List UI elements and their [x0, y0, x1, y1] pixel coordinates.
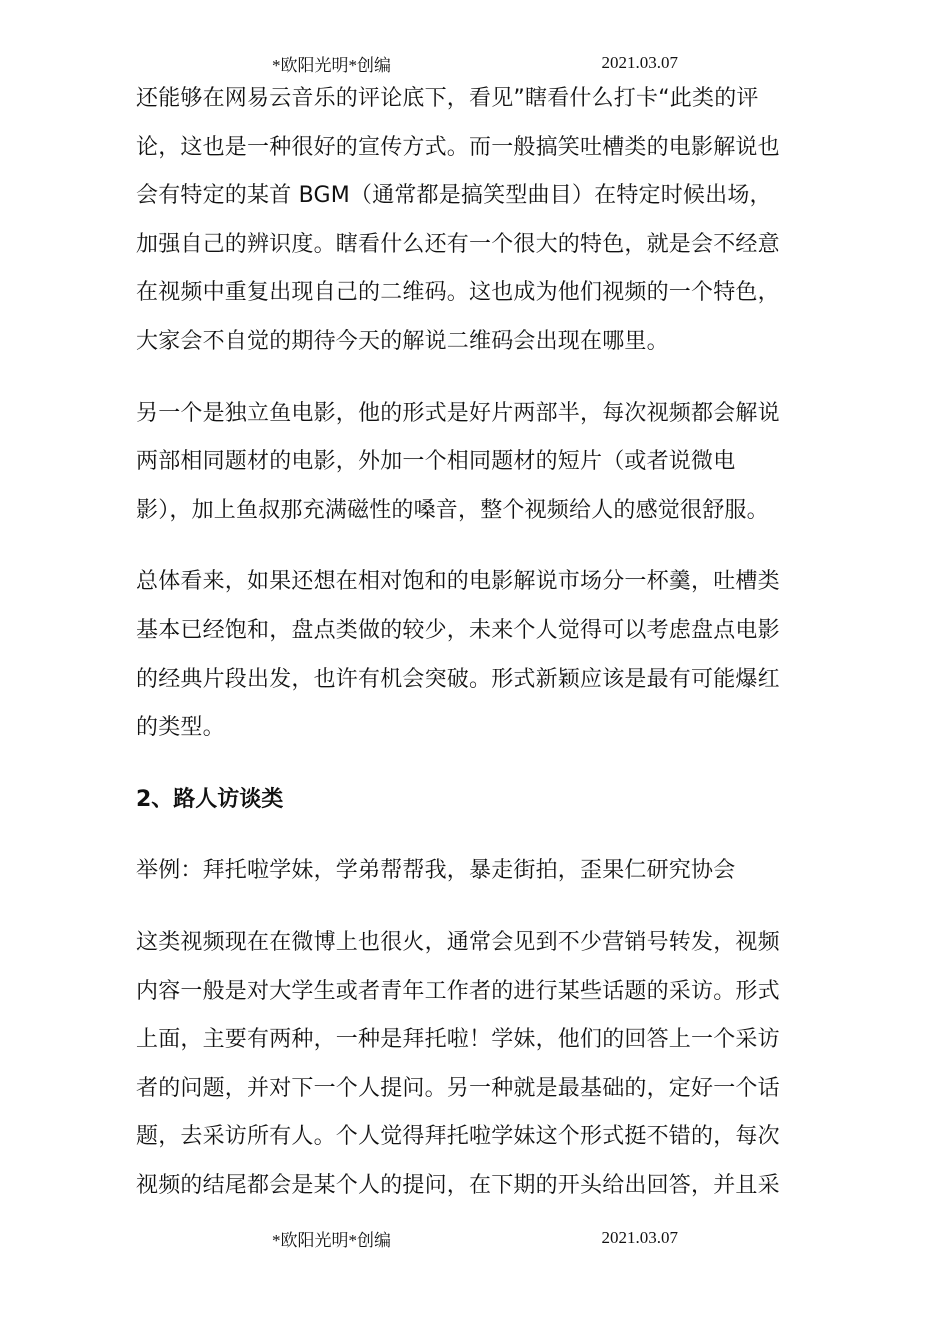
text-line: 基本已经饱和，盘点类做的较少，未来个人觉得可以考虑盘点电影 [136, 617, 780, 643]
paragraph-examples [136, 847, 820, 896]
text-line: 题，去采访所有人。个人觉得拜托啦学妹这个形式挺不错的，每次 [136, 1124, 780, 1150]
paragraph-5 [136, 919, 820, 1211]
text-line: 这类视频现在在微博上也很火，通常会见到不少营销号转发，视频 [136, 929, 780, 955]
text-line: 视频的结尾都会是某个人的提问，在下期的开头给出回答，并且采 [136, 1172, 780, 1198]
text-line: 影），加上鱼叔那充满磁性的嗓音，整个视频给人的感觉很舒服。 [136, 497, 769, 523]
paragraph-1 [136, 75, 820, 367]
text-line: 者的问题，并对下一个人提问。另一种就是最基础的，定好一个话 [136, 1075, 780, 1101]
text-line: 内容一般是对大学生或者青年工作者的进行某些话题的采访。形式 [136, 978, 780, 1004]
text-line: 论，这也是一种很好的宣传方式。而一般搞笑吐槽类的电影解说也 [136, 134, 780, 160]
header-date: 2021.03.07 [601, 53, 678, 72]
page-header [272, 50, 692, 76]
paragraph-3 [136, 558, 820, 752]
page-footer [272, 1225, 692, 1251]
text-line: 的类型。 [136, 715, 225, 741]
text-line: 两部相同题材的电影，外加一个相同题材的短片（或者说微电 [136, 449, 736, 475]
text-line: 另一个是独立鱼电影，他的形式是好片两部半，每次视频都会解说 [136, 400, 780, 426]
text-line: 加强自己的辨识度。瞎看什么还有一个很大的特色，就是会不经意 [136, 231, 780, 257]
text-line: 还能够在网易云音乐的评论底下，看见”瞎看什么打卡“此类的评 [136, 86, 759, 111]
footer-author: *欧阳光明*创编 [272, 1230, 391, 1250]
section-heading: 2、路人访谈类 [136, 786, 284, 812]
text-line: 总体看来，如果还想在相对饱和的电影解说市场分一杯羹，吐槽类 [136, 569, 780, 595]
text-line: 的经典片段出发，也许有机会突破。形式新颖应该是最有可能爆红 [136, 666, 780, 692]
header-author: *欧阳光明*创编 [272, 55, 391, 75]
text-line: 举例：拜托啦学妹，学弟帮帮我，暴走街拍，歪果仁研究协会 [136, 858, 736, 884]
document-body [136, 75, 820, 1233]
paragraph-2 [136, 390, 820, 536]
footer-date: 2021.03.07 [601, 1228, 678, 1247]
text-line: 在视频中重复出现自己的二维码。这也成为他们视频的一个特色， [136, 280, 780, 306]
text-line: 上面，主要有两种，一种是拜托啦！学妹，他们的回答上一个采访 [136, 1027, 780, 1053]
text-line: 会有特定的某首 BGM（通常都是搞笑型曲目）在特定时候出场， [136, 183, 772, 209]
text-line: 大家会不自觉的期待今天的解说二维码会出现在哪里。 [136, 328, 669, 354]
